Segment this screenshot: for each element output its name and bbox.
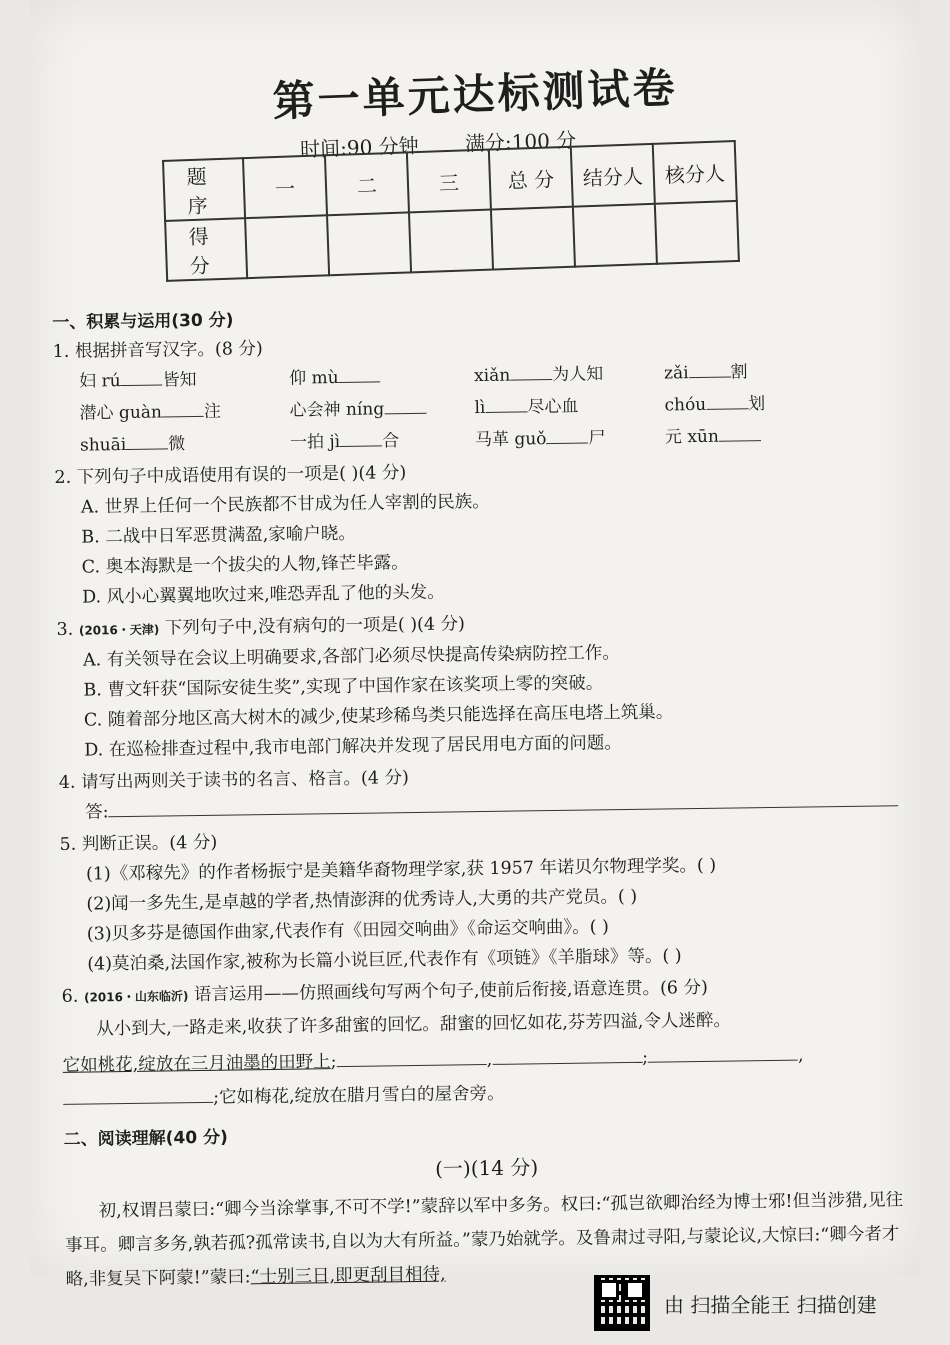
score-input-cell[interactable] [655,201,739,264]
pinyin-prefix: 一拍 jì [289,431,341,453]
answer-blank[interactable] [485,397,527,413]
answer-blank[interactable] [648,1046,798,1063]
score-table-cell: 题 序 [163,158,245,221]
score-input-cell[interactable] [245,215,329,278]
option-d: D. 在巡检排查过程中,我市电部门解决并发现了居民用电方面的问题。 [84,733,622,761]
pinyin-item [79,396,289,429]
question-5: 5. 判断正误。(4 分) [59,832,218,855]
qr-code-icon [594,1275,650,1331]
pinyin-item [664,356,864,389]
imitation-row: 它如桃花,绽放在三月油墨的田野上; , ; , [62,1045,804,1076]
answer-blank[interactable] [63,1088,213,1105]
pinyin-prefix: xiǎn [473,365,511,387]
option-b: B. 曹文轩获“国际安徒生奖”,实现了中国作家在该奖项上零的突破。 [83,673,604,701]
underlined-sentence: 它如桃花,绽放在三月油墨的田野上 [62,1052,331,1076]
pinyin-suffix: 注 [203,401,222,422]
pinyin-suffix: 为人知 [552,364,604,386]
pinyin-suffix: 合 [381,431,400,452]
pinyin-prefix: lì [474,397,486,419]
pinyin-item [474,358,664,391]
pinyin-item [474,390,664,423]
answer-blank[interactable] [719,426,761,442]
score-input-cell[interactable] [573,204,657,267]
answer-blank[interactable] [688,363,730,379]
answer-blank[interactable] [340,431,382,447]
judge-item: (1)《邓稼先》的作者杨振宁是美籍华裔物理学家,获 1957 年诺贝尔物理学奖。( ) [85,855,717,885]
exam-time: 时间:90 分钟 [299,133,420,162]
score-table-cell: 核分人 [653,141,737,204]
score-table-cell: 二 [325,152,409,215]
pinyin-suffix: 皆知 [162,369,197,391]
pinyin-prefix: chóu [664,394,707,416]
question-number: 6. [61,986,79,1007]
source-tag: (2016・山东临沂) [83,989,189,1005]
option-a: A. 有关领导在会议上明确要求,各部门必须尽快提高传染病防控工作。 [82,643,620,671]
pinyin-prefix: shuāi [79,434,127,456]
answer-blank[interactable] [336,1050,486,1067]
score-table [162,140,740,282]
pinyin-grid [79,355,899,460]
option-b: B. 二战中日军恶贯满盈,家喻户晓。 [81,523,356,548]
question-text: 下列句子中,没有病句的一项是( )(4 分) [164,614,466,639]
question-1: 1. 根据拼音写汉字。(8 分) [52,339,263,362]
score-input-cell[interactable] [491,207,575,270]
pinyin-item [475,422,665,455]
answer-blank[interactable] [546,429,588,445]
watermark-text: 由 扫描全能王 扫描创建 [664,1292,877,1317]
question-4: 4. 请写出两则关于读书的名言、格言。(4 分) [58,768,409,793]
source-tag: (2016・天津) [78,622,160,638]
answer-blank[interactable] [492,1048,642,1065]
pinyin-item [290,425,475,458]
pinyin-prefix: 心会神 níng [289,399,385,421]
reading-passage-underline: “士别三日,即更刮目相待, [250,1264,446,1288]
answer-blank[interactable] [706,394,748,410]
exam-full-score: 满分:100 分 [464,127,577,156]
judge-item: (2)闻一多先生,是卓越的学者,热情澎湃的优秀诗人,大勇的共产党员。( ) [86,886,638,915]
question-number: 3. [56,619,74,640]
question-2: 2. 下列句子中成语使用有误的一项是( )(4 分) [54,463,407,488]
pinyin-prefix: zǎi [663,363,689,384]
imitation-tail: ;它如梅花,绽放在腊月雪白的屋舍旁。 [213,1083,505,1108]
option-c: C. 随着部分地区高大树木的减少,使某珍稀鸟类只能选择在高压电塔上筑巢。 [83,702,674,731]
section-1-title: 一、积累与运用(30 分) [52,310,234,333]
pinyin-prefix: 潜心 guàn [79,402,163,424]
pinyin-prefix: 元 xūn [664,426,720,448]
pinyin-item [289,361,474,394]
answer-blank[interactable] [126,434,168,450]
pinyin-prefix: 马革 guǒ [474,429,547,451]
pinyin-item [665,420,865,453]
scanner-watermark [594,1272,877,1334]
option-d: D. 风小心翼翼地吹过来,唯恐弄乱了他的头发。 [82,582,445,608]
pinyin-suffix: 微 [168,434,186,455]
answer-line[interactable] [108,791,898,817]
answer-blank[interactable] [338,367,380,383]
reading-passage-text: 初,权谓吕蒙曰:“卿今当涂掌事,不可不学!”蒙辞以军中多务。权曰:“孤岂欲卿治经为博士邪!但当涉猎,见往事耳。卿言多务,孰若孤?孤常读书,自以为大有所益。”蒙乃始就学。及鲁肃过寻阳,与蒙论议,大惊曰:“卿今者才略,非复吴下阿蒙!”蒙曰: [65,1190,904,1290]
answer-blank[interactable] [384,399,426,415]
section-2-title: 二、阅读理解(40 分) [63,1127,228,1150]
score-input-cell[interactable] [327,212,411,275]
question-text: 语言运用——仿照画线句写两个句子,使前后衔接,语意连贯。(6 分) [193,977,709,1006]
option-a: A. 世界上任何一个民族都不甘成为任人宰割的民族。 [80,491,490,518]
score-input-cell[interactable] [409,210,493,273]
judge-item: (4)莫泊桑,法国作家,被称为长篇小说巨匠,代表作有《项链》《羊脂球》等。( ) [87,946,682,975]
answer-blank[interactable] [162,402,204,418]
score-table-cell: 一 [243,155,327,218]
pinyin-item [79,364,289,397]
pinyin-suffix: 割 [730,362,748,383]
pinyin-suffix: 划 [748,394,766,415]
pinyin-item [289,393,474,426]
reading-subtitle: (一)(14 分) [434,1155,539,1181]
exam-content [52,288,911,1299]
pinyin-suffix: 尸 [588,428,606,449]
answer-blank[interactable] [120,370,162,386]
option-c: C. 奥本海默是一个拔尖的人物,锋芒毕露。 [81,553,409,578]
page-title: 第一单元达标测试卷 [271,62,679,127]
score-table-cell: 得 分 [165,218,247,281]
pinyin-item [664,388,864,421]
pinyin-prefix: 仰 mù [288,368,339,389]
answer-blank[interactable] [510,365,552,381]
pinyin-item [80,428,290,461]
score-table-cell: 结分人 [571,144,655,207]
answer-label: 答: [85,802,109,823]
score-table-cell: 三 [407,150,491,213]
judge-item: (3)贝多芬是德国作曲家,代表作有《田园交响曲》《命运交响曲》。( ) [86,917,610,945]
pinyin-suffix: 尽心血 [527,396,579,418]
score-table-cell: 总 分 [489,147,573,210]
pinyin-prefix: 妇 rú [79,371,121,392]
passage-text: 从小到大,一路走来,收获了许多甜蜜的回忆。甜蜜的回忆如花,芬芳四溢,令人迷醉。 [96,1010,732,1040]
